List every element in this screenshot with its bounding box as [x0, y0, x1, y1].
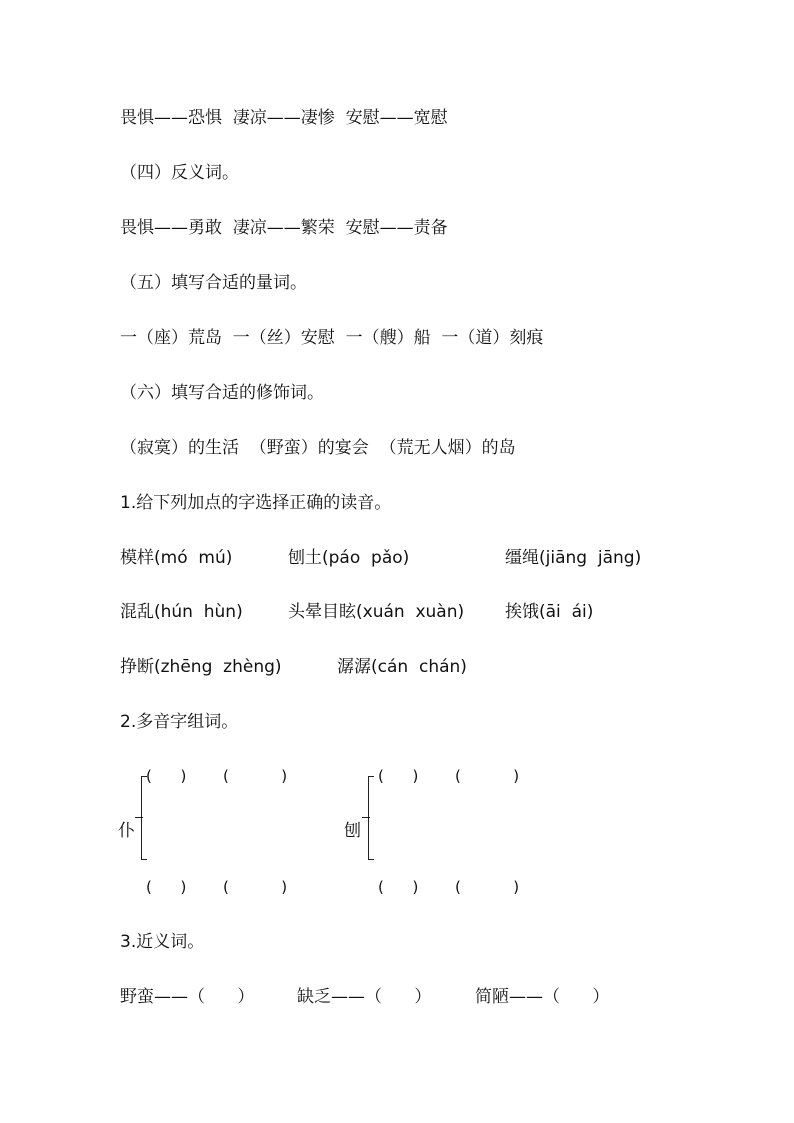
- line-antonyms-answer: 畏惧——勇敢 凄凉——繁荣 安慰——责备: [120, 218, 448, 238]
- synonym-blank: 简陋——（ ）: [475, 987, 610, 1007]
- polyphone-char-left: 仆: [118, 821, 135, 841]
- synonym-blank: 缺乏——（ ）: [297, 987, 432, 1007]
- answer-paren: ( ): [146, 878, 187, 896]
- answer-paren: ( ): [223, 767, 288, 785]
- pinyin-item: 刨土(páo pǎo): [288, 548, 410, 568]
- question-1-title: 1.给下列加点的字选择正确的读音。: [120, 493, 392, 513]
- pinyin-item: 模样(mó mú): [120, 548, 233, 568]
- bracket-tick: [135, 817, 143, 818]
- pinyin-item: 混乱(hún hùn): [120, 602, 243, 622]
- pinyin-item: 挨饿(āi ái): [505, 602, 594, 622]
- polyphone-bracket-left: [141, 776, 147, 860]
- polyphone-char-right: 刨: [344, 821, 361, 841]
- line-synonyms-answer: 畏惧——恐惧 凄凉——凄惨 安慰——宽慰: [120, 108, 448, 128]
- line-modifiers-answer: （寂寞）的生活 （野蛮）的宴会 （荒无人烟）的岛: [120, 438, 516, 458]
- polyphone-bracket-right: [368, 776, 374, 860]
- pinyin-item: 头晕目眩(xuán xuàn): [288, 602, 465, 622]
- pinyin-item: 挣断(zhēng zhèng): [120, 657, 282, 677]
- question-2-title: 2.多音字组词。: [120, 712, 239, 732]
- bracket-tick: [362, 817, 370, 818]
- question-3-title: 3.近义词。: [120, 932, 205, 952]
- heading-antonyms: （四）反义词。: [120, 163, 239, 183]
- answer-paren: ( ): [378, 878, 419, 896]
- answer-paren: ( ): [223, 878, 288, 896]
- synonym-blank: 野蛮——（ ）: [120, 987, 255, 1007]
- heading-modifiers: （六）填写合适的修饰词。: [120, 383, 324, 403]
- answer-paren: ( ): [378, 767, 419, 785]
- pinyin-item: 缰绳(jiāng jāng): [505, 548, 642, 568]
- answer-paren: ( ): [146, 767, 187, 785]
- answer-paren: ( ): [455, 878, 520, 896]
- line-measure-words-answer: 一（座）荒岛 一（丝）安慰 一（艘）船 一（道）刻痕: [120, 328, 544, 348]
- heading-measure-words: （五）填写合适的量词。: [120, 273, 307, 293]
- pinyin-item: 潺潺(cán chán): [337, 657, 467, 677]
- answer-paren: ( ): [455, 767, 520, 785]
